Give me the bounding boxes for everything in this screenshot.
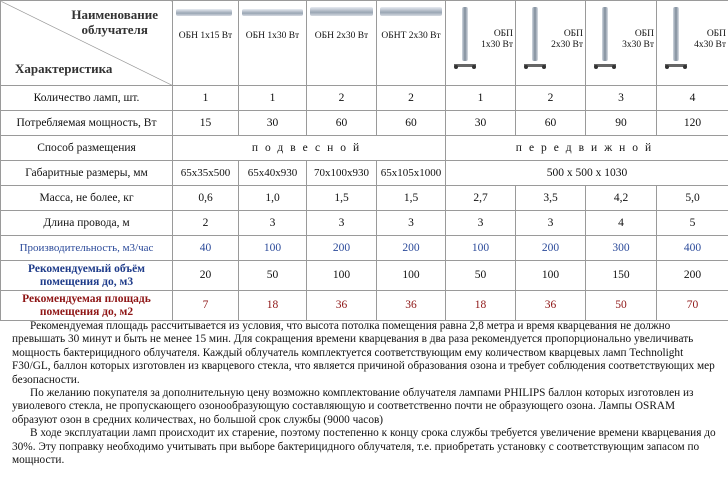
notes-text: [0, 320, 728, 467]
cell: 50: [586, 291, 657, 321]
cell: 200: [307, 236, 377, 261]
cell: 65x35x500: [173, 161, 239, 186]
row-label: Масса, не более, кг: [1, 186, 173, 211]
cell: 4,2: [586, 186, 657, 211]
note-paragraph-1: Рекомендуемая площадь рассчитывается из условия, что высота потолка помещения равна 2,8 метра и время кварцевания не должно превышать 30 минут и быть не менее 15 мин. Для сокращения времени кварцевания в два раза рекомендуется пропорционально увеличивать мощность бактерицидного облучателя. Каждый облучатель комплектуется соответствующим ему количеством кварцевых ламп Technolight F30/GL, баллон которых изготовлен из кварцевого стекла, что является причиной образования озона и требует соблюдения соответствующих мер безопасности.: [12, 320, 715, 386]
cell: 18: [239, 291, 307, 321]
cell: 3: [307, 211, 377, 236]
suspended-lamp-image: [380, 7, 442, 16]
cell: 50: [239, 261, 307, 291]
row-label: Потребляемая мощность, Вт: [1, 111, 173, 136]
cell: 3: [377, 211, 446, 236]
cell: 20: [173, 261, 239, 291]
product-obp-1x30: [446, 1, 516, 86]
cell: 3: [446, 211, 516, 236]
cell: 120: [657, 111, 728, 136]
header-corner-cell: [1, 1, 173, 86]
cell: 200: [377, 236, 446, 261]
product-obn-2x30: [307, 1, 377, 86]
row-label: Количество ламп, шт.: [1, 86, 173, 111]
cell: 2: [516, 86, 586, 111]
cell: 1,5: [307, 186, 377, 211]
product-name: ОБП 4х30 Вт: [694, 29, 726, 50]
cell: 7: [173, 291, 239, 321]
cell: 3,5: [516, 186, 586, 211]
cell: 1,5: [377, 186, 446, 211]
dimensions-mobile: 500 x 500 x 1030: [446, 161, 728, 186]
note-paragraph-2: По желанию покупателя за дополнительную цену возможно комплектование облучателя лампами PHILIPS баллон которых изготовлен из увиолевого стекла, не пропускающего озонообразующую составляющую и соответственно почти не образующего озона. Лампы OSRAM образуют озон в средних количествах, но большой срок службы (9000 часов): [12, 387, 694, 426]
product-name: ОБН 1х30 Вт: [245, 31, 300, 41]
cell: 100: [239, 236, 307, 261]
cell: 1: [446, 86, 516, 111]
cell: 65x40x930: [239, 161, 307, 186]
cell: 2: [173, 211, 239, 236]
header-row: [1, 1, 728, 86]
cell: 60: [516, 111, 586, 136]
cell: 90: [586, 111, 657, 136]
suspended-lamp-image: [176, 9, 232, 16]
cell: 3: [239, 211, 307, 236]
cell: 70x100x930: [307, 161, 377, 186]
row-label: Габаритные размеры, мм: [1, 161, 173, 186]
suspended-lamp-image: [310, 7, 373, 16]
cell: 65x105x1000: [377, 161, 446, 186]
product-name: ОБН 1х15 Вт: [178, 31, 233, 41]
product-obp-4x30: [657, 1, 728, 86]
cell: 100: [516, 261, 586, 291]
cell: 150: [586, 261, 657, 291]
cell: 5: [657, 211, 728, 236]
suspended-lamp-image: [242, 9, 303, 16]
product-obp-3x30: [586, 1, 657, 86]
cell: 3: [586, 86, 657, 111]
cell: 1: [239, 86, 307, 111]
row-label: Способ размещения: [1, 136, 173, 161]
cell: 400: [657, 236, 728, 261]
cell: 1,0: [239, 186, 307, 211]
cell: 200: [657, 261, 728, 291]
product-obn-1x15: [173, 1, 239, 86]
cell: 0,6: [173, 186, 239, 211]
row-productivity: [1, 236, 728, 261]
cell: 2: [307, 86, 377, 111]
row-mass: [1, 186, 728, 211]
cell: 200: [516, 236, 586, 261]
row-cable: [1, 211, 728, 236]
cell: 3: [516, 211, 586, 236]
product-obnt-2x30: [377, 1, 446, 86]
cell: 40: [173, 236, 239, 261]
cell: 2,7: [446, 186, 516, 211]
row-area: [1, 291, 728, 321]
cell: 15: [173, 111, 239, 136]
product-name: ОБНТ 2х30 Вт: [381, 31, 441, 41]
product-name: ОБП 3х30 Вт: [622, 29, 654, 50]
cell: 60: [377, 111, 446, 136]
row-label: Рекомендуемый объём помещения до, м3: [1, 261, 173, 291]
cell: 30: [239, 111, 307, 136]
placement-mobile: передвижной: [446, 136, 728, 161]
row-label: Длина провода, м: [1, 211, 173, 236]
cell: 2: [377, 86, 446, 111]
row-volume: [1, 261, 728, 291]
cell: 36: [307, 291, 377, 321]
row-placement: [1, 136, 728, 161]
product-name: ОБН 2х30 Вт: [314, 31, 369, 41]
row-lamps: [1, 86, 728, 111]
row-label: Производительность, м3/час: [1, 236, 173, 261]
row-label: Рекомендуемая площадь помещения до, м2: [1, 291, 173, 321]
row-power: [1, 111, 728, 136]
cell: 4: [657, 86, 728, 111]
product-obn-1x30: [239, 1, 307, 86]
characteristic-label: Характеристика: [15, 61, 113, 76]
cell: 1: [173, 86, 239, 111]
cell: 100: [446, 236, 516, 261]
placement-suspended: подвесной: [173, 136, 446, 161]
row-dimensions: [1, 161, 728, 186]
cell: 60: [307, 111, 377, 136]
cell: 36: [377, 291, 446, 321]
cell: 300: [586, 236, 657, 261]
cell: 5,0: [657, 186, 728, 211]
cell: 4: [586, 211, 657, 236]
product-obp-2x30: [516, 1, 586, 86]
name-label: Наименование облучателя: [71, 7, 158, 37]
cell: 50: [446, 261, 516, 291]
cell: 30: [446, 111, 516, 136]
product-name: ОБП 2х30 Вт: [551, 29, 583, 50]
cell: 100: [307, 261, 377, 291]
cell: 18: [446, 291, 516, 321]
note-paragraph-3: В ходе эксплуатации ламп происходит их старение, поэтому постепенно к концу срока службы требуется увеличение времени кварцевания до 30%. Эту поправку необходимо учитывать при выборе бактерицидного облучателя, т.е. приобретать установку с соответствующим запасом по мощности.: [12, 427, 716, 467]
product-name: ОБП 1х30 Вт: [481, 29, 513, 50]
cell: 70: [657, 291, 728, 321]
cell: 100: [377, 261, 446, 291]
cell: 36: [516, 291, 586, 321]
